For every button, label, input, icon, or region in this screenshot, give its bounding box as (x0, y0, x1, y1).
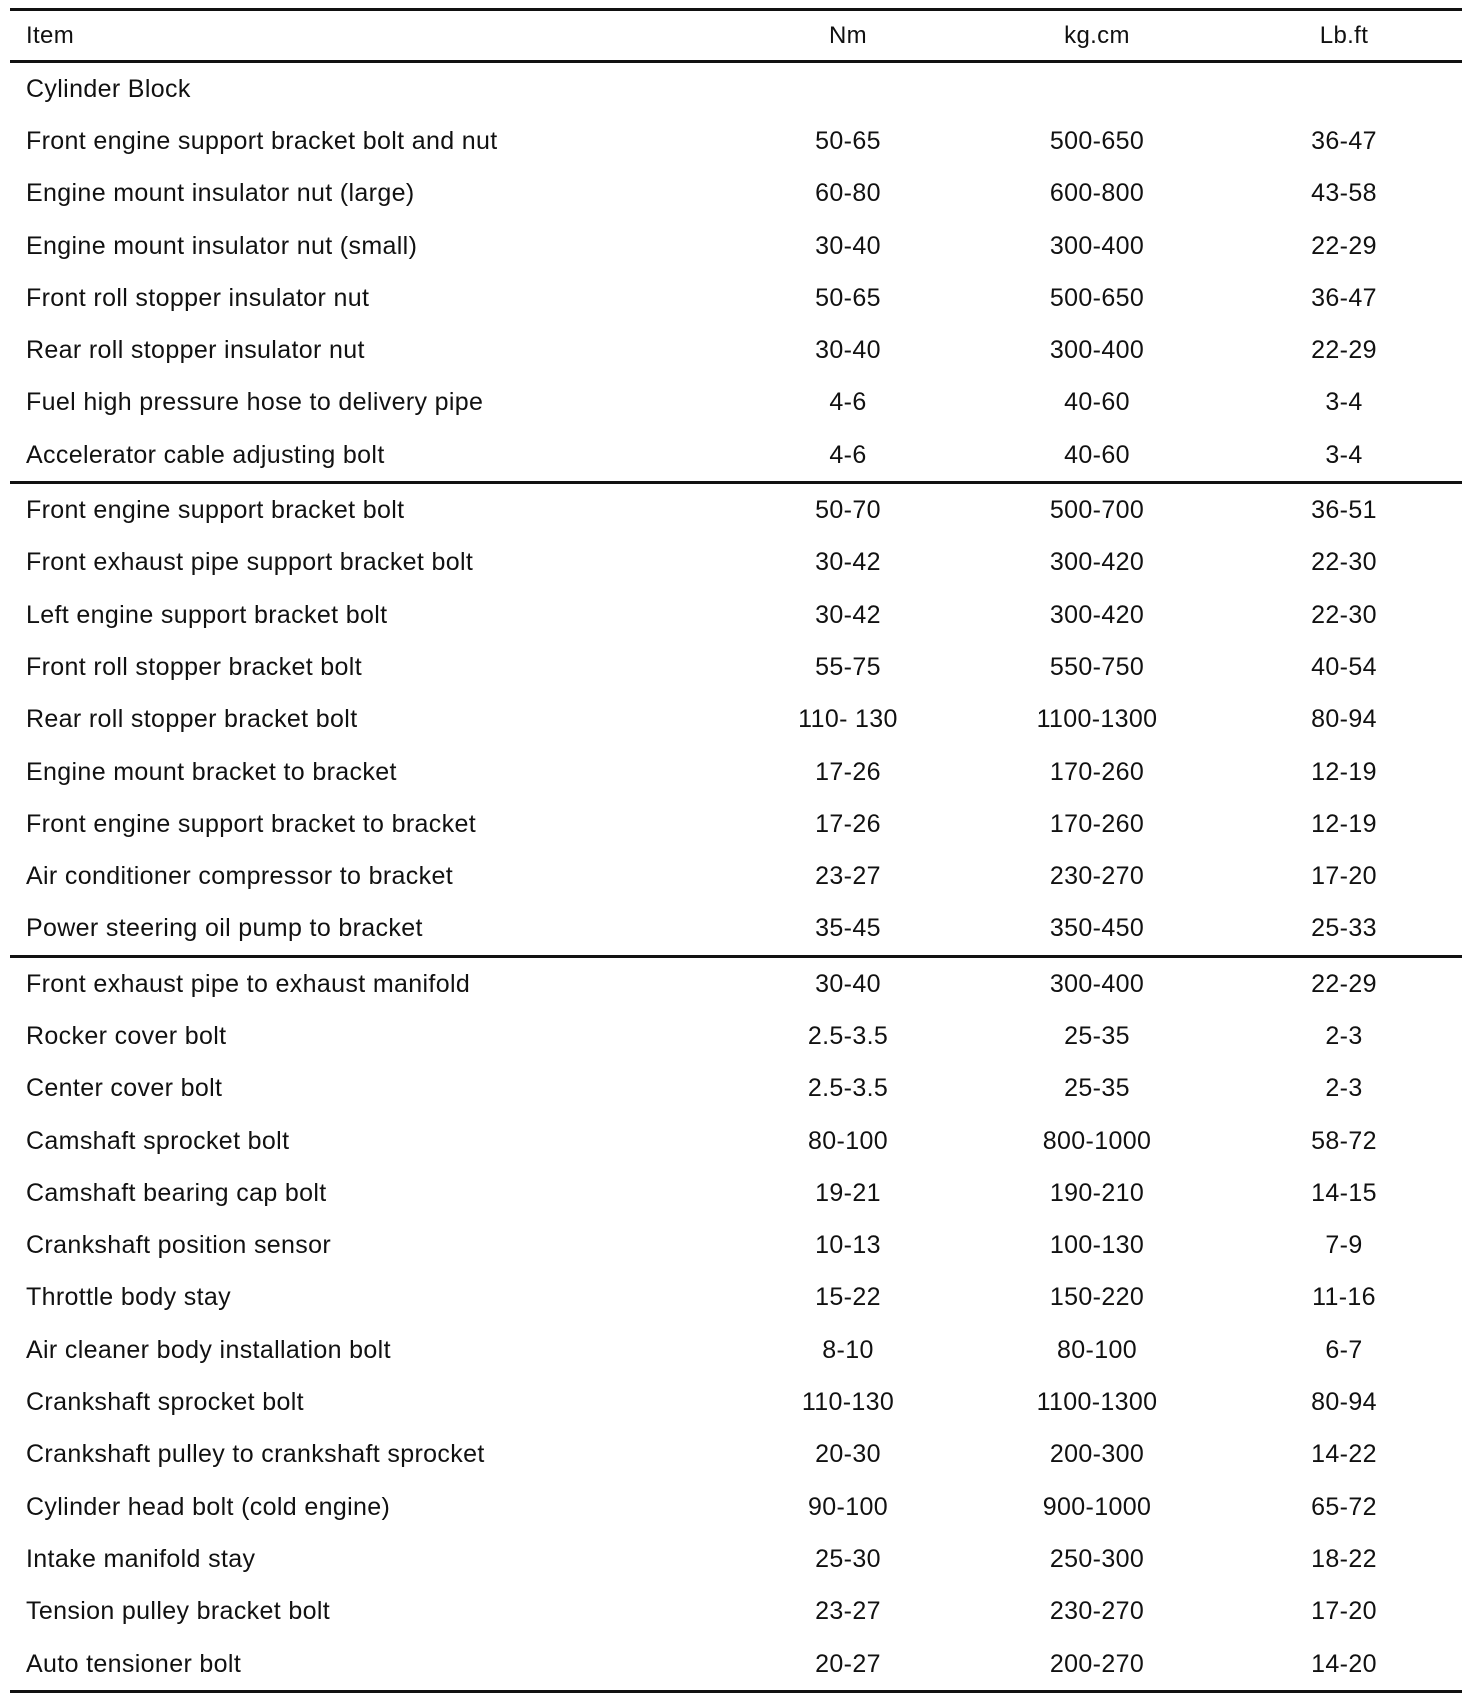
row-item: Crankshaft pulley to crankshaft sprocket (26, 1440, 485, 1469)
table-row (10, 1167, 1462, 1219)
table-row (10, 798, 1462, 850)
table-row (10, 694, 1462, 746)
row-item: Air conditioner compressor to bracket (26, 862, 454, 891)
row-item: Rear roll stopper insulator nut (26, 336, 365, 365)
row-lbft: 40-54 (1311, 652, 1377, 681)
row-item: Engine mount bracket to bracket (26, 757, 397, 786)
row-nm: 50-70 (815, 496, 881, 525)
row-lbft: 22-29 (1311, 969, 1377, 998)
row-kgcm: 300-400 (1049, 336, 1145, 365)
row-item: Front engine support bracket bolt and nut (26, 126, 498, 155)
row-item: Front exhaust pipe support bracket bolt (26, 548, 474, 577)
row-lbft: 43-58 (1311, 179, 1377, 208)
row-item: Front roll stopper insulator nut (26, 283, 370, 312)
table-row (10, 1063, 1462, 1115)
row-item: Power steering oil pump to bracket (26, 914, 423, 943)
row-item: Rear roll stopper bracket bolt (26, 705, 358, 734)
table-row (10, 746, 1462, 798)
row-nm: 4-6 (829, 440, 867, 469)
section-title: Cylinder Block (26, 74, 191, 103)
row-nm: 25-30 (815, 1544, 881, 1573)
row-kgcm: 170-260 (1049, 809, 1145, 838)
row-kgcm: 100-130 (1049, 1231, 1145, 1260)
row-nm: 90-100 (808, 1492, 888, 1521)
row-nm: 2.5-3.5 (807, 1074, 889, 1103)
header-lbft: Lb.ft (1319, 21, 1369, 49)
row-item: Auto tensioner bolt (26, 1649, 242, 1678)
row-kgcm: 40-60 (1064, 440, 1130, 469)
table-row (10, 1429, 1462, 1481)
row-lbft: 2-3 (1325, 1074, 1363, 1103)
row-nm: 17-26 (815, 809, 881, 838)
row-lbft: 12-19 (1311, 757, 1377, 786)
row-item: Accelerator cable adjusting bolt (26, 440, 385, 469)
table-row (10, 377, 1462, 429)
row-nm: 110-130 (801, 1388, 895, 1417)
table-row (10, 903, 1462, 955)
row-lbft: 80-94 (1311, 705, 1377, 734)
row-kgcm: 25-35 (1064, 1074, 1130, 1103)
row-nm: 30-40 (815, 969, 881, 998)
row-nm: 50-65 (815, 283, 881, 312)
row-kgcm: 300-400 (1049, 231, 1145, 260)
table-row (10, 1272, 1462, 1324)
row-kgcm: 900-1000 (1042, 1492, 1152, 1521)
row-item: Camshaft bearing cap bolt (26, 1178, 327, 1207)
row-lbft: 22-29 (1311, 231, 1377, 260)
row-lbft: 14-22 (1311, 1440, 1377, 1469)
row-kgcm: 550-750 (1049, 652, 1145, 681)
row-lbft: 7-9 (1325, 1231, 1363, 1260)
torque-spec-table (10, 8, 1462, 1693)
table-row (10, 641, 1462, 693)
row-lbft: 11-16 (1312, 1283, 1376, 1312)
row-nm: 80-100 (808, 1126, 888, 1155)
row-nm: 23-27 (815, 1597, 881, 1626)
row-kgcm: 300-400 (1049, 969, 1145, 998)
row-kgcm: 300-420 (1049, 548, 1145, 577)
row-item: Front exhaust pipe to exhaust manifold (26, 969, 471, 998)
row-nm: 2.5-3.5 (807, 1021, 889, 1050)
row-lbft: 22-29 (1311, 336, 1377, 365)
row-lbft: 12-19 (1311, 809, 1377, 838)
table-row (10, 324, 1462, 376)
row-kgcm: 230-270 (1049, 1597, 1145, 1626)
row-lbft: 36-47 (1311, 283, 1377, 312)
row-nm: 60-80 (815, 179, 881, 208)
row-nm: 30-40 (815, 336, 881, 365)
row-item: Crankshaft sprocket bolt (26, 1388, 304, 1417)
row-item: Cylinder head bolt (cold engine) (26, 1492, 391, 1521)
row-lbft: 17-20 (1311, 1597, 1377, 1626)
table-row (10, 220, 1462, 272)
row-kgcm: 200-270 (1049, 1649, 1145, 1678)
row-kgcm: 150-220 (1049, 1283, 1145, 1312)
table-row (10, 1376, 1462, 1428)
row-nm: 20-30 (815, 1440, 881, 1469)
row-lbft: 3-4 (1325, 440, 1363, 469)
row-lbft: 65-72 (1311, 1492, 1377, 1521)
header-item: Item (26, 21, 75, 49)
table-row (10, 1638, 1462, 1690)
row-nm: 30-42 (815, 600, 881, 629)
row-item: Air cleaner body installation bolt (26, 1335, 391, 1364)
row-item: Tension pulley bracket bolt (26, 1597, 331, 1626)
row-kgcm: 170-260 (1049, 757, 1145, 786)
table-row (10, 1533, 1462, 1585)
table-row (10, 429, 1462, 481)
row-item: Engine mount insulator nut (small) (26, 231, 418, 260)
row-item: Left engine support bracket bolt (26, 600, 388, 629)
table-row (10, 168, 1462, 220)
row-kgcm: 190-210 (1049, 1178, 1145, 1207)
row-kgcm: 300-420 (1049, 600, 1145, 629)
row-nm: 4-6 (829, 388, 867, 417)
row-item: Engine mount insulator nut (large) (26, 179, 415, 208)
table-row (10, 1324, 1462, 1376)
row-kgcm: 500-650 (1049, 283, 1145, 312)
row-lbft: 80-94 (1311, 1388, 1377, 1417)
row-lbft: 2-3 (1325, 1021, 1363, 1050)
row-nm: 110- 130 (798, 705, 898, 734)
row-kgcm: 25-35 (1064, 1021, 1130, 1050)
row-lbft: 22-30 (1311, 548, 1377, 577)
row-lbft: 6-7 (1325, 1335, 1363, 1364)
header-kgcm: kg.cm (1064, 21, 1130, 49)
row-item: Fuel high pressure hose to delivery pipe (26, 388, 484, 417)
row-kgcm: 500-650 (1049, 126, 1145, 155)
row-nm: 30-40 (815, 231, 881, 260)
row-nm: 8-10 (822, 1335, 874, 1364)
row-item: Intake manifold stay (26, 1544, 256, 1573)
row-lbft: 36-47 (1311, 126, 1377, 155)
table-row (10, 955, 1462, 1010)
row-nm: 35-45 (815, 914, 881, 943)
table-row (10, 481, 1462, 536)
row-nm: 19-21 (815, 1178, 881, 1207)
row-item: Crankshaft position sensor (26, 1231, 332, 1260)
row-item: Center cover bolt (26, 1074, 223, 1103)
row-lbft: 58-72 (1311, 1126, 1377, 1155)
row-lbft: 22-30 (1311, 600, 1377, 629)
row-lbft: 18-22 (1311, 1544, 1377, 1573)
table-body (10, 115, 1462, 1690)
table-row (10, 1115, 1462, 1167)
row-kgcm: 200-300 (1049, 1440, 1145, 1469)
row-kgcm: 350-450 (1049, 914, 1145, 943)
row-nm: 17-26 (815, 757, 881, 786)
row-kgcm: 800-1000 (1042, 1126, 1152, 1155)
row-nm: 50-65 (815, 126, 881, 155)
table-row (10, 1010, 1462, 1062)
row-nm: 55-75 (815, 652, 881, 681)
row-lbft: 25-33 (1311, 914, 1377, 943)
row-kgcm: 500-700 (1049, 496, 1145, 525)
table-row (10, 850, 1462, 902)
header-nm: Nm (828, 21, 868, 49)
row-nm: 20-27 (815, 1649, 881, 1678)
row-lbft: 3-4 (1325, 388, 1363, 417)
row-kgcm: 1100-1300 (1036, 705, 1158, 734)
row-lbft: 36-51 (1311, 496, 1377, 525)
table-row (10, 1220, 1462, 1272)
row-nm: 23-27 (815, 862, 881, 891)
row-item: Front engine support bracket to bracket (26, 809, 477, 838)
row-lbft: 14-20 (1311, 1649, 1377, 1678)
row-kgcm: 600-800 (1049, 179, 1145, 208)
table-header-row (10, 8, 1462, 63)
row-lbft: 14-15 (1311, 1178, 1377, 1207)
row-item: Camshaft sprocket bolt (26, 1126, 290, 1155)
row-lbft: 17-20 (1311, 862, 1377, 891)
section-title-row (10, 63, 1462, 115)
table-row (10, 537, 1462, 589)
row-nm: 15-22 (815, 1283, 881, 1312)
row-kgcm: 40-60 (1064, 388, 1130, 417)
table-row (10, 272, 1462, 324)
row-kgcm: 250-300 (1049, 1544, 1145, 1573)
row-item: Front engine support bracket bolt (26, 496, 405, 525)
row-item: Throttle body stay (26, 1283, 232, 1312)
table-row (10, 589, 1462, 641)
row-nm: 30-42 (815, 548, 881, 577)
row-item: Rocker cover bolt (26, 1021, 227, 1050)
row-nm: 10-13 (815, 1231, 881, 1260)
row-kgcm: 1100-1300 (1036, 1388, 1158, 1417)
table-row (10, 1586, 1462, 1638)
row-kgcm: 80-100 (1057, 1335, 1137, 1364)
table-row (10, 1481, 1462, 1533)
row-item: Front roll stopper bracket bolt (26, 652, 362, 681)
table-row (10, 115, 1462, 167)
row-kgcm: 230-270 (1049, 862, 1145, 891)
